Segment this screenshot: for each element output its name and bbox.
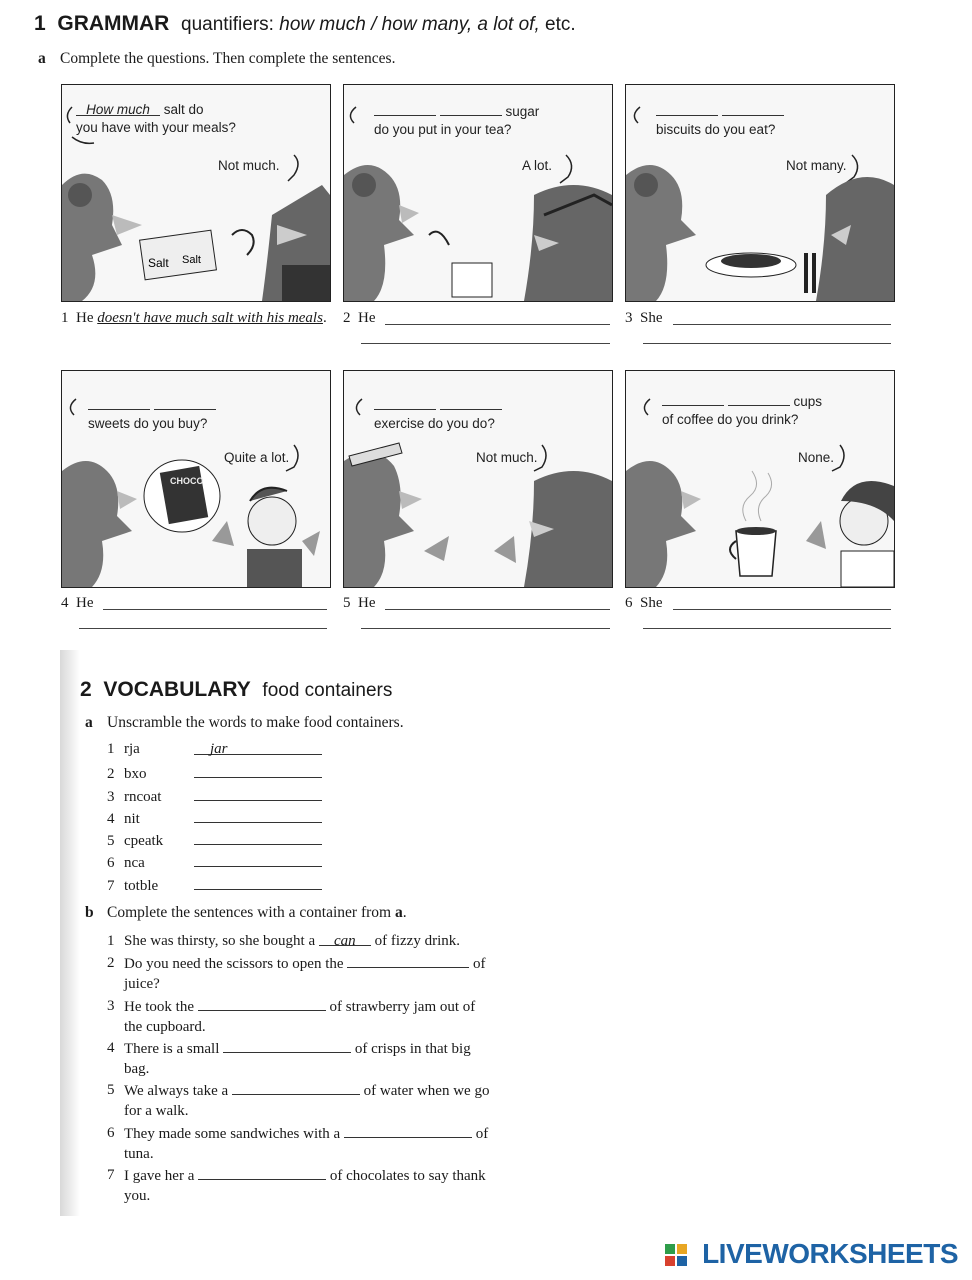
answer-line-4b[interactable] (79, 628, 327, 629)
question-bubble-1 (76, 101, 236, 137)
reply-1: Not much. (218, 158, 280, 173)
sentence-answer-4[interactable] (223, 1038, 351, 1053)
item-end: . (322, 310, 327, 326)
part-b-instruction (85, 904, 407, 922)
item-answer-1[interactable]: doesn't have much salt with his meals (97, 310, 323, 326)
vocab-number: 1 (107, 741, 115, 757)
item-subject: He (358, 310, 376, 326)
answer-blank-5b[interactable] (440, 395, 502, 410)
answer-line-3a[interactable] (673, 324, 891, 325)
answer-line-5b[interactable] (361, 628, 610, 629)
answer-line-4a[interactable] (103, 609, 327, 610)
sentence-number: 1 (107, 933, 115, 949)
bubble-line2-4: sweets do you buy? (88, 416, 208, 431)
section-heading: VOCABULARY (103, 678, 251, 701)
bubble-text-1: salt do (163, 102, 204, 117)
answer-line-3b[interactable] (643, 343, 891, 344)
vocab-number: 3 (107, 789, 115, 805)
answer-blank-3a[interactable] (656, 101, 718, 116)
part-b-end: . (402, 904, 407, 921)
section1-title (34, 12, 576, 36)
sentence-post: of water when we go for a walk. (124, 1083, 490, 1119)
part-b-text: Complete the sentences with a container from (107, 904, 395, 921)
sentence-pre: She was thirsty, so she bought a (124, 933, 316, 949)
vocab-item-7 (107, 875, 322, 897)
vocab-item-4 (107, 808, 322, 830)
sentence-7 (107, 1165, 502, 1206)
vocab-item-5 (107, 830, 322, 852)
vocab-word: nca (124, 855, 145, 871)
sentence-post: of fizzy drink. (374, 933, 460, 949)
sentence-pre: He took the (124, 999, 194, 1015)
instruction-text: Complete the questions. Then complete the sentences. (60, 50, 396, 67)
sentence-number: 2 (107, 955, 115, 971)
bubble-line2-5: exercise do you do? (374, 416, 495, 431)
choco-label: CHOCO (170, 476, 204, 486)
vocab-word: rja (124, 741, 140, 757)
item-number: 2 (343, 310, 351, 326)
sentence-2 (107, 953, 502, 994)
item-6 (625, 595, 663, 612)
comic-panel-5 (343, 370, 613, 588)
item-subject: He (358, 595, 376, 611)
vocab-number: 6 (107, 855, 115, 871)
answer-line-6a[interactable] (673, 609, 891, 610)
vocab-answer-7[interactable] (194, 875, 322, 890)
item-number: 6 (625, 595, 633, 611)
section-number: 1 (34, 12, 46, 35)
vocab-word: cpeatk (124, 833, 164, 849)
item-number: 1 (61, 310, 69, 326)
vocab-number: 2 (107, 766, 115, 782)
section-number: 2 (80, 678, 92, 701)
sentence-number: 5 (107, 1082, 115, 1098)
sentence-pre: Do you need the scissors to open the (124, 956, 344, 972)
answer-line-5a[interactable] (385, 609, 610, 610)
answer-blank-2a[interactable] (374, 101, 436, 116)
vocab-answer-6[interactable] (194, 852, 322, 867)
part-a-text: Unscramble the words to make food containers. (107, 714, 404, 731)
question-bubble-5 (374, 395, 502, 433)
item-subject: He (76, 310, 94, 326)
sentence-answer-6[interactable] (344, 1123, 472, 1138)
sentence-number: 6 (107, 1125, 115, 1141)
comic-panel-4 (61, 370, 331, 588)
sentence-4 (107, 1038, 502, 1079)
sentence-answer-2[interactable] (347, 953, 469, 968)
answer-blank-1a[interactable]: How much (76, 101, 160, 116)
vocab-word: rncoat (124, 789, 162, 805)
sentence-post: of crisps in that big bag. (124, 1041, 471, 1077)
comic-panel-6 (625, 370, 895, 588)
page-edge-shadow (60, 650, 80, 1216)
item-number: 3 (625, 310, 633, 326)
vocab-item-6 (107, 852, 322, 874)
section-subtitle-pre: quantifiers: (181, 14, 280, 35)
answer-line-2a[interactable] (385, 324, 610, 325)
sentence-post: of juice? (124, 956, 486, 992)
vocab-answer-1[interactable]: jar (194, 741, 322, 755)
answer-blank-6b[interactable] (728, 391, 790, 406)
bubble-line2-6: of coffee do you drink? (662, 412, 799, 427)
answer-blank-3b[interactable] (722, 101, 784, 116)
liveworksheets-logo-icon (665, 1244, 687, 1266)
vocab-word: bxo (124, 766, 147, 782)
answer-blank-5a[interactable] (374, 395, 436, 410)
sentence-number: 7 (107, 1167, 115, 1183)
comic-panel-1 (61, 84, 331, 302)
bubble-text-2: sugar (505, 104, 540, 119)
item-4 (61, 595, 94, 612)
question-bubble-6 (662, 391, 822, 429)
bubble-line2-2: do you put in your tea? (374, 122, 512, 137)
sentence-1 (107, 931, 502, 951)
vocab-answer-4[interactable] (194, 808, 322, 823)
part-a-letter: a (85, 714, 93, 731)
part-a-instruction (85, 714, 404, 732)
section-subtitle-post: etc. (539, 14, 576, 35)
section2-title (80, 678, 392, 702)
sentence-post: of tuna. (124, 1126, 489, 1162)
answer-blank-4b[interactable] (154, 395, 216, 410)
item-3 (625, 310, 663, 327)
item-5 (343, 595, 376, 612)
sentence-number: 4 (107, 1040, 115, 1056)
vocab-number: 5 (107, 833, 115, 849)
sentence-3 (107, 996, 502, 1037)
sentence-6 (107, 1123, 502, 1164)
item-subject: She (640, 595, 663, 611)
item-number: 5 (343, 595, 351, 611)
section1-instruction (38, 50, 395, 68)
vocab-item-2 (107, 763, 322, 785)
salt-box-label-1: Salt (148, 256, 169, 270)
sentence-5 (107, 1080, 502, 1121)
vocab-item-1 (107, 741, 322, 763)
vocab-item-3 (107, 786, 322, 808)
vocab-answer-2[interactable] (194, 763, 322, 778)
vocab-word: nit (124, 811, 140, 827)
answer-blank-4a[interactable] (88, 395, 150, 410)
vocab-word: totble (124, 878, 159, 894)
sentence-answer-5[interactable] (232, 1080, 360, 1095)
section-subtitle: food containers (262, 680, 393, 701)
vocab-answer-5[interactable] (194, 830, 322, 845)
sentence-pre: They made some sandwiches with a (124, 1126, 341, 1142)
question-bubble-2 (374, 101, 539, 139)
item-1 (61, 310, 327, 327)
salt-box-label-2: Salt (182, 254, 201, 266)
comic-panel-2 (343, 84, 613, 302)
instruction-letter: a (38, 50, 46, 67)
sentence-answer-3[interactable] (198, 996, 326, 1011)
sentence-pre: There is a small (124, 1041, 220, 1057)
sentence-pre: We always take a (124, 1083, 229, 1099)
section-heading: GRAMMAR (57, 12, 170, 35)
item-subject: He (76, 595, 94, 611)
answer-blank-2b[interactable] (440, 101, 502, 116)
sentence-number: 3 (107, 998, 115, 1014)
bubble-text-6: cups (793, 394, 823, 409)
sentence-post: of chocolates to say thank you. (124, 1168, 486, 1204)
answer-blank-6a[interactable] (662, 391, 724, 406)
answer-line-2b[interactable] (361, 343, 610, 344)
answer-line-6b[interactable] (643, 628, 891, 629)
liveworksheets-logo[interactable]: LIVEWORKSHEETS (702, 1238, 958, 1269)
question-bubble-3 (656, 101, 784, 139)
vocab-number: 7 (107, 878, 115, 894)
bubble-line2-3: biscuits do you eat? (656, 122, 776, 137)
reply-6: None. (798, 450, 835, 465)
bubble-line2-1: you have with your meals? (76, 120, 236, 135)
question-bubble-4 (88, 395, 216, 433)
section-subtitle-italic: how much / how many, a lot of, (279, 14, 540, 35)
reply-5: Not much. (476, 450, 538, 465)
reply-4: Quite a lot. (224, 450, 290, 465)
sentence-answer-7[interactable] (198, 1165, 326, 1180)
item-number: 4 (61, 595, 69, 611)
reply-2: A lot. (522, 158, 553, 173)
part-b-bold: a (394, 904, 403, 921)
vocab-answer-3[interactable] (194, 786, 322, 801)
vocab-number: 4 (107, 811, 115, 827)
comic-panel-3 (625, 84, 895, 302)
sentence-answer-1[interactable]: can (319, 931, 371, 946)
sentence-pre: I gave her a (124, 1168, 195, 1184)
item-2 (343, 310, 376, 327)
part-b-letter: b (85, 904, 94, 921)
sentence-post: of strawberry jam out of the cupboard. (124, 999, 476, 1035)
item-subject: She (640, 310, 663, 326)
reply-3: Not many. (786, 158, 847, 173)
